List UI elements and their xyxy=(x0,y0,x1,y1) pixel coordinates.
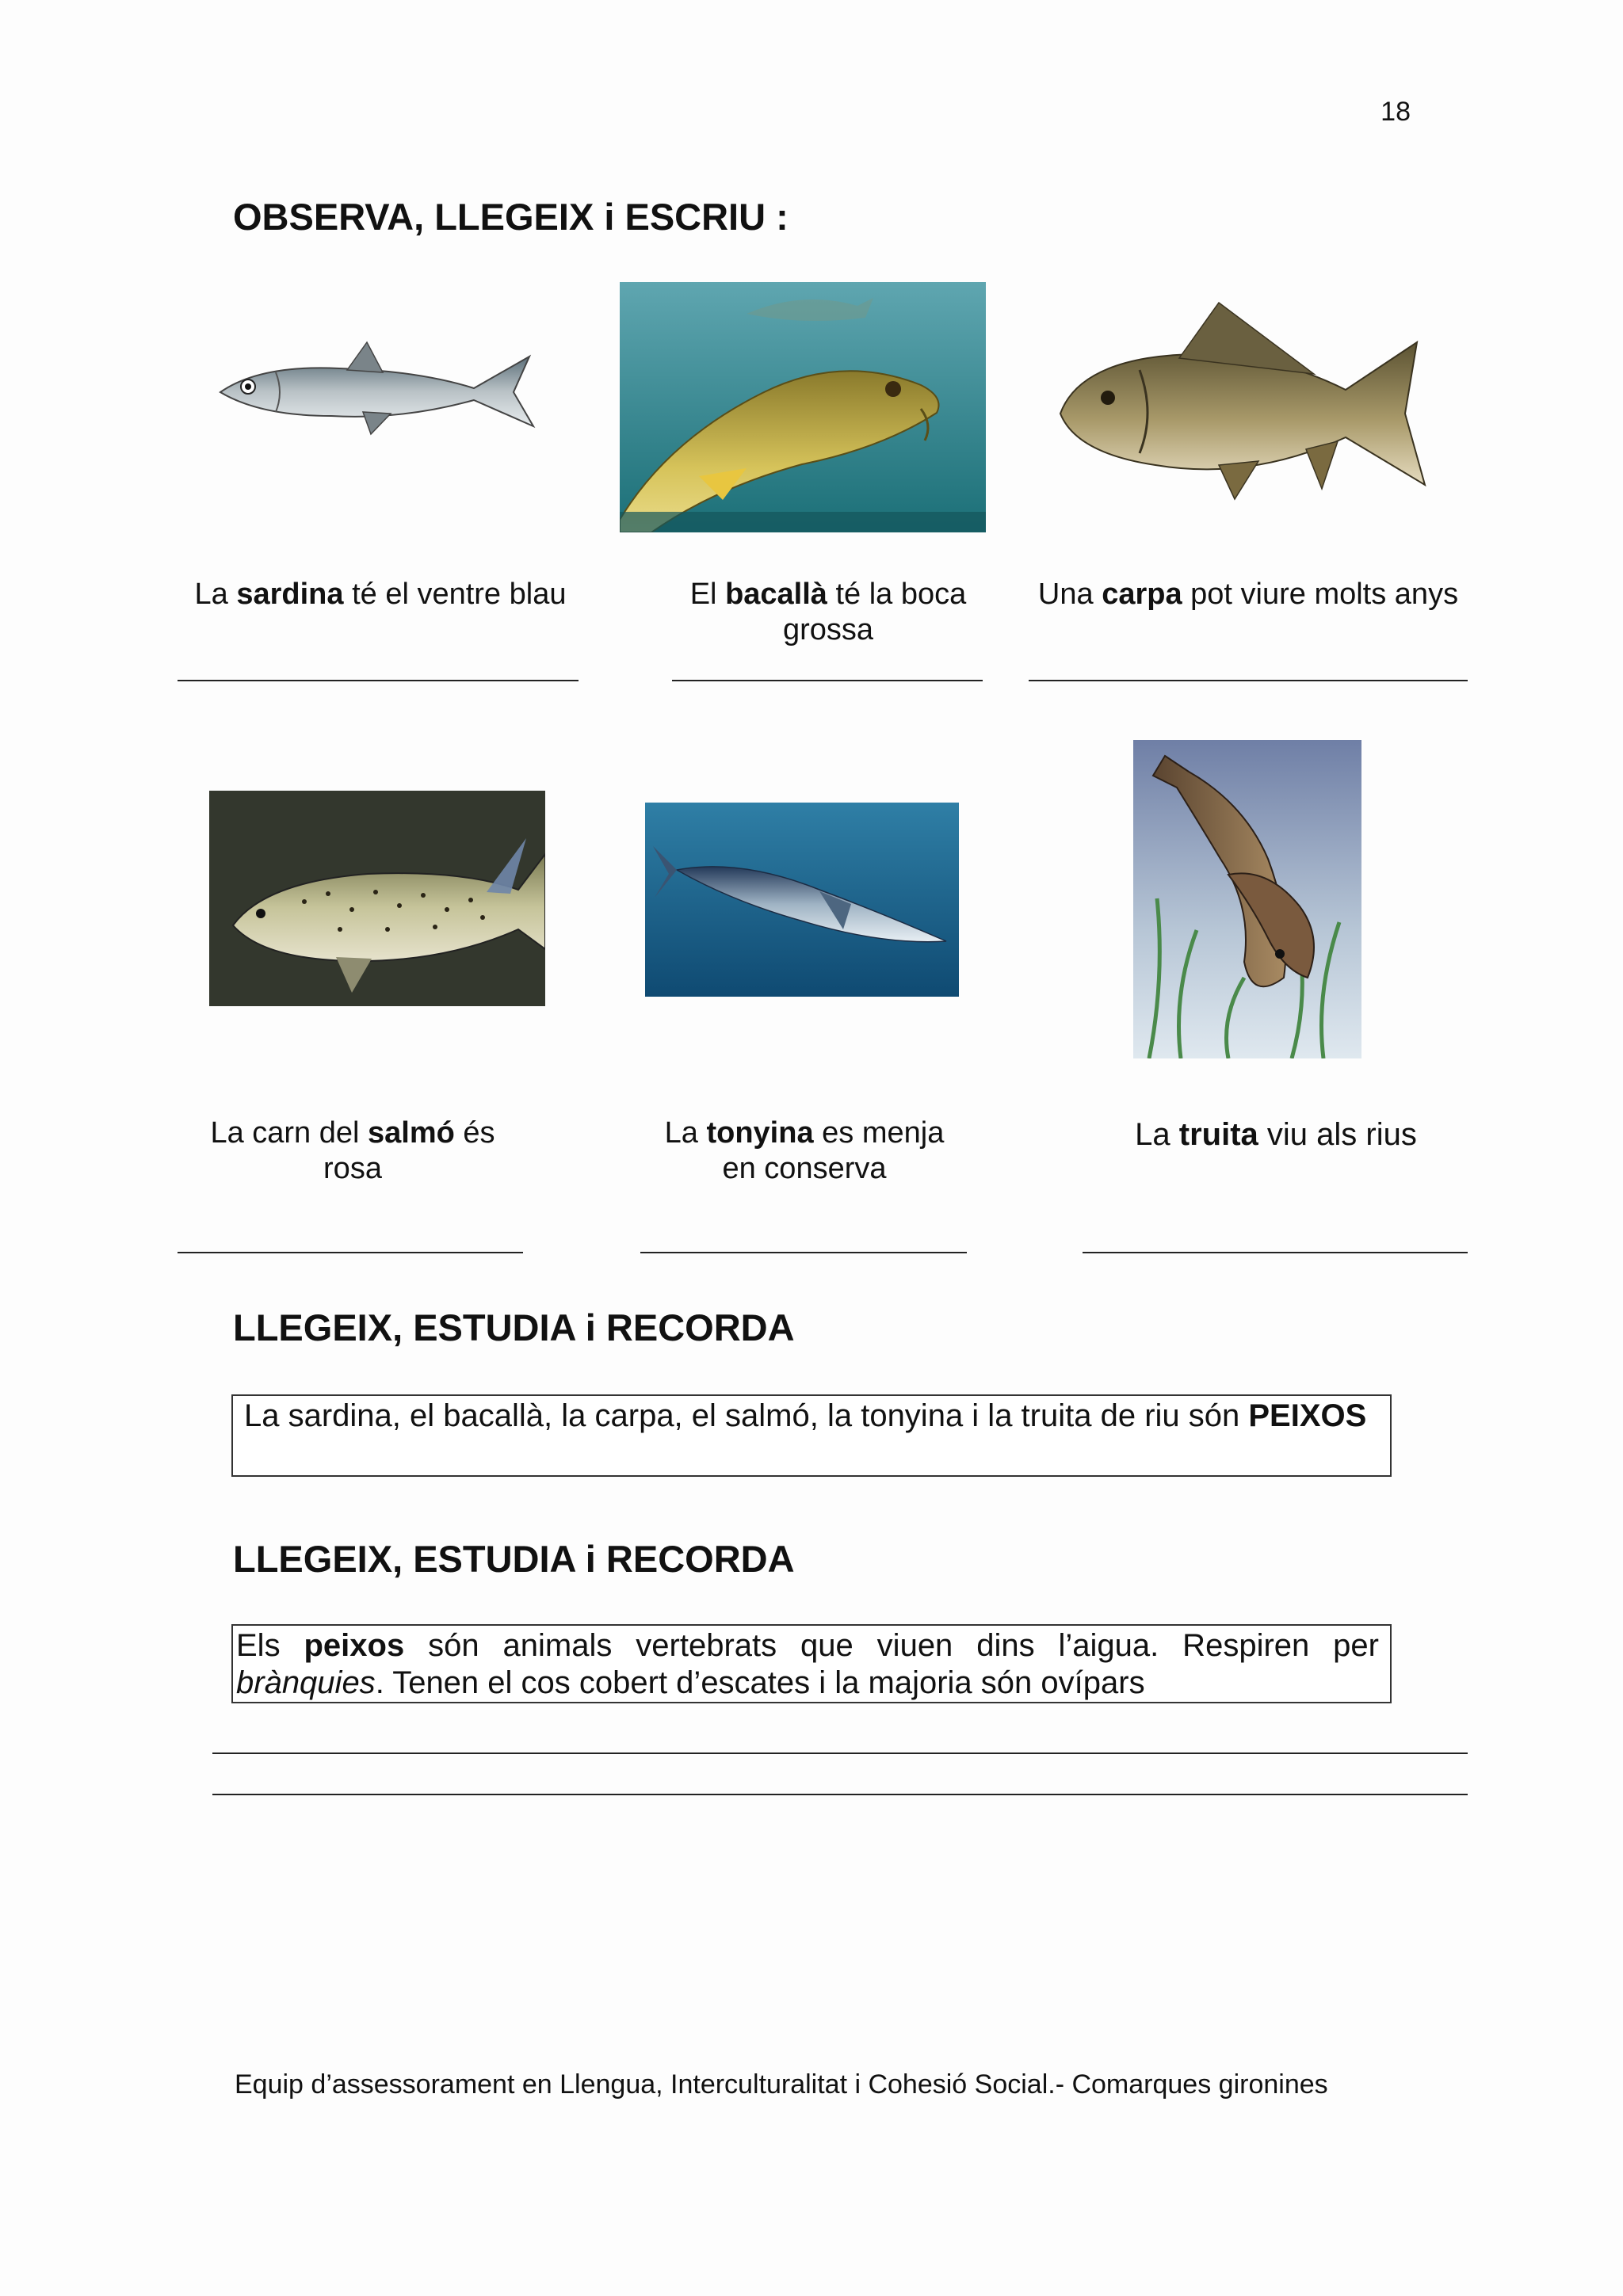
carp-image xyxy=(1044,295,1449,517)
section-heading-observa: OBSERVA, LLEGEIX i ESCRIU : xyxy=(233,196,789,238)
writing-line[interactable] xyxy=(212,1794,1468,1795)
section-heading-recorda-1: LLEGEIX, ESTUDIA i RECORDA xyxy=(233,1306,795,1348)
sardine-image xyxy=(212,333,545,452)
tuna-image xyxy=(645,803,959,997)
answer-line[interactable] xyxy=(672,680,983,681)
salmon-image xyxy=(209,791,545,1006)
cod-image xyxy=(620,282,986,532)
section-heading-recorda-2: LLEGEIX, ESTUDIA i RECORDA xyxy=(233,1538,795,1580)
caption-salmo: La carn del salmó és rosa xyxy=(210,1116,495,1185)
answer-line[interactable] xyxy=(178,1252,523,1253)
answer-line[interactable] xyxy=(1029,680,1468,681)
page-number: 18 xyxy=(1381,97,1411,127)
caption-truita: La truita viu als rius xyxy=(1135,1117,1417,1152)
summary-box-peixos: La sardina, el bacallà, la carpa, el salmó, la tonyina i la truita de riu són PEIXOS xyxy=(231,1394,1392,1477)
caption-sardina: La sardina té el ventre blau xyxy=(194,578,567,611)
caption-carpa: Una carpa pot viure molts anys xyxy=(1037,578,1459,611)
trout-image xyxy=(1133,740,1361,1058)
page-footer: Equip d’assessorament en Llengua, Interculturalitat i Cohesió Social.- Comarques gironines xyxy=(235,2069,1328,2100)
caption-tonyina: La tonyina es menja en conserva xyxy=(664,1116,945,1185)
answer-line[interactable] xyxy=(178,680,579,681)
writing-line[interactable] xyxy=(212,1753,1468,1754)
answer-line[interactable] xyxy=(640,1252,967,1253)
answer-line[interactable] xyxy=(1083,1252,1468,1253)
caption-bacalla: El bacallà té la boca grossa xyxy=(689,578,967,646)
definition-box-peixos: Els peixos són animals vertebrats que viuen dins l’aigua. Respiren per brànquies. Tenen el cos cobert d’escates i la majoria són ovípars xyxy=(231,1624,1392,1703)
